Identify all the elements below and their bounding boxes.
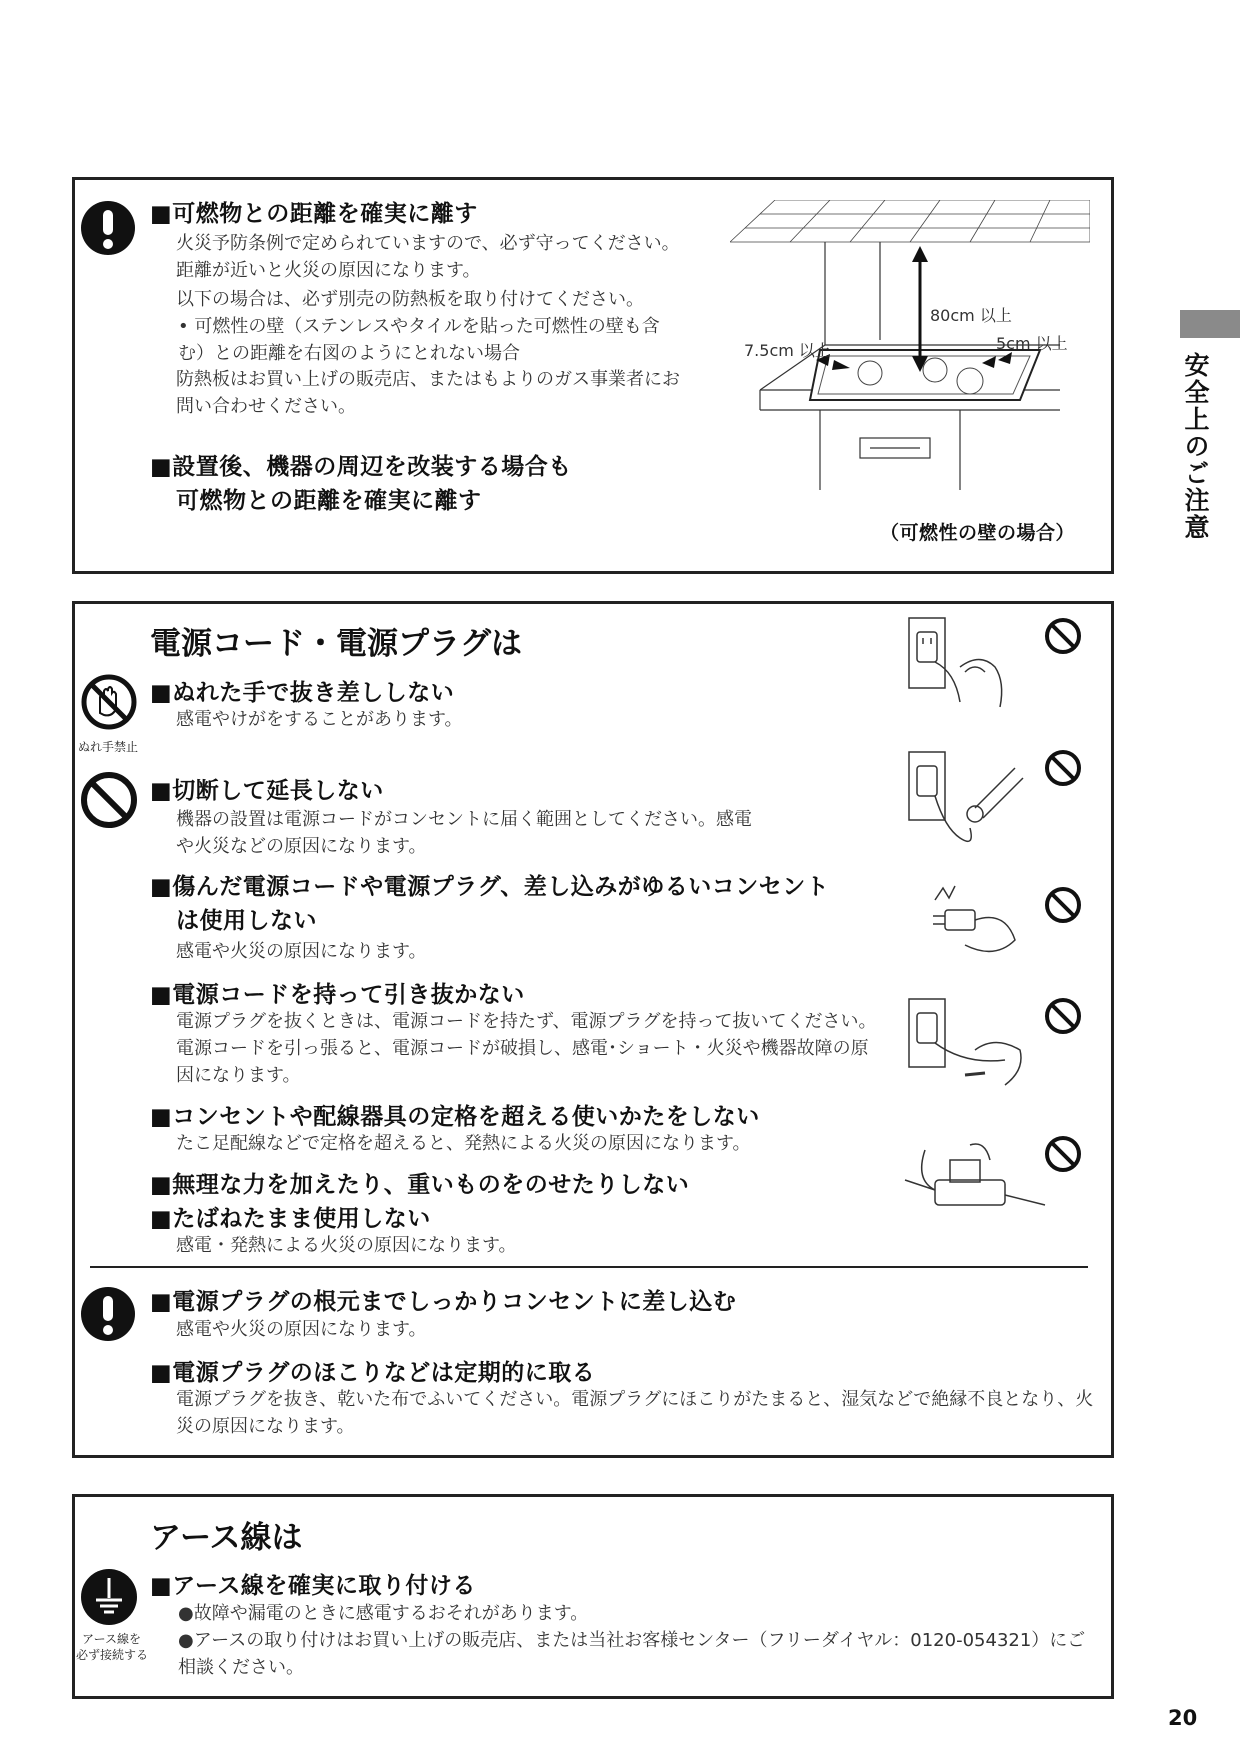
label-5cm: 5cm 以上	[996, 334, 1068, 353]
prohibited-icon-4	[1043, 996, 1083, 1036]
label-7_5cm: 7.5cm 以上	[744, 341, 831, 360]
mandatory-icon	[80, 200, 136, 256]
wet-hands-caption: ぬれ手禁止	[78, 740, 139, 754]
power-cord-title: 電源コード・電源プラグは	[150, 626, 522, 662]
clean-dust-heading: ■電源プラグのほこりなどは定期的に取る	[150, 1360, 596, 1386]
octopus-wiring-illustration	[895, 1130, 1055, 1220]
insert-fully-heading: ■電源プラグの根元までしっかりコンセントに差し込む	[150, 1289, 737, 1315]
ground-bullet-2: ●アースの取り付けはお買い上げの販売店、または当社お客様センター（フリーダイヤル：0120-054321）にご相談ください。	[178, 1630, 1086, 1678]
no-extend-heading: ■切断して延長しない	[150, 778, 384, 804]
damaged-cord-heading: ■傷んだ電源コードや電源プラグ、差し込みがゆるいコンセント	[150, 874, 830, 900]
damaged-plug-illustration	[925, 880, 1025, 960]
renovation-heading-2: 可燃物との距離を確実に離す	[176, 488, 482, 514]
inquiry-text: 防熱板はお買い上げの販売店、またはもよりのガス事業者にお問い合わせください。	[176, 369, 680, 417]
insert-fully-text: 感電や火災の原因になります。	[176, 1319, 427, 1340]
damaged-cord-text: 感電や火災の原因になります。	[176, 941, 427, 962]
wet-hand-plug-illustration	[905, 612, 1015, 712]
overload-text: たこ足配線などで定格を超えると、発熱による火災の原因になります。	[176, 1133, 751, 1154]
overload-heading: ■コンセントや配線器具の定格を超える使いかたをしない	[150, 1104, 760, 1130]
clean-dust-text: 電源プラグを抜き、乾いた布でふいてください。電源プラグにほこりがたまると、湿気などで絶縁不良となり、火災の原因になります。	[176, 1389, 1094, 1437]
page-number: 20	[1168, 1706, 1198, 1730]
diagram-caption: （可燃性の壁の場合）	[880, 522, 1076, 544]
damaged-cord-heading-2: は使用しない	[176, 908, 317, 934]
no-force-heading: ■無理な力を加えたり、重いものをのせたりしない	[150, 1172, 690, 1198]
no-bundle-heading: ■たばねたまま使用しない	[150, 1206, 431, 1232]
prohibited-icon	[80, 771, 138, 829]
label-80cm: 80cm 以上	[930, 306, 1012, 325]
prohibited-icon-3	[1043, 885, 1083, 925]
ground-wire-title: アース線は	[150, 1520, 303, 1556]
ground-bullet-1: ●故障や漏電のときに感電するおそれがあります。	[178, 1603, 589, 1624]
combustibles-heading: ■可燃物との距離を確実に離す	[150, 201, 478, 227]
prohibited-icon-1	[1043, 616, 1083, 656]
ground-heading: ■アース線を確実に取り付ける	[150, 1573, 476, 1599]
prohibited-icon-2	[1043, 748, 1083, 788]
side-tab-bar	[1180, 310, 1240, 338]
pull-cord-illustration	[905, 995, 1035, 1105]
fire-code-text: 火災予防条例で定められていますので、必ず守ってください。距離が近いと火災の原因になります。	[176, 233, 680, 281]
no-extend-text: 機器の設置は電源コードがコンセントに届く範囲としてください。感電や火災などの原因になります。	[176, 809, 752, 857]
prohibited-icon-5	[1043, 1134, 1083, 1174]
pull-cord-text: 電源プラグを抜くときは、電源コードを持たず、電源プラグを持って抜いてください。電源コードを引っ張ると、電源コードが破損し、感電･ショート・火災や機器故障の原因になります。	[176, 1011, 877, 1086]
pull-cord-heading: ■電源コードを持って引き抜かない	[150, 982, 525, 1008]
mandatory-icon-2	[80, 1286, 136, 1342]
ground-caption-1: アース線を	[82, 1632, 142, 1646]
cut-cord-illustration	[905, 748, 1035, 858]
side-tab-label: 安全上のご注意	[1181, 352, 1210, 541]
combustible-wall-bullet: • 可燃性の壁（ステンレスやタイルを貼った可燃性の壁も含む）との距離を右図のようにとれない場合	[178, 316, 660, 364]
ground-icon	[80, 1568, 138, 1626]
heat-shield-text: 以下の場合は、必ず別売の防熱板を取り付けてください。	[176, 289, 644, 310]
no-force-text: 感電・発熱による火災の原因になります。	[176, 1235, 517, 1256]
wet-hands-text: 感電やけがをすることがあります。	[176, 709, 463, 730]
ground-caption-2: 必ず接続する	[76, 1648, 149, 1662]
wet-hands-heading: ■ぬれた手で抜き差ししない	[150, 680, 455, 706]
wet-hands-prohibited-icon	[80, 673, 138, 731]
section-divider	[90, 1266, 1088, 1268]
renovation-heading-1: ■設置後、機器の周辺を改装する場合も	[150, 454, 572, 480]
